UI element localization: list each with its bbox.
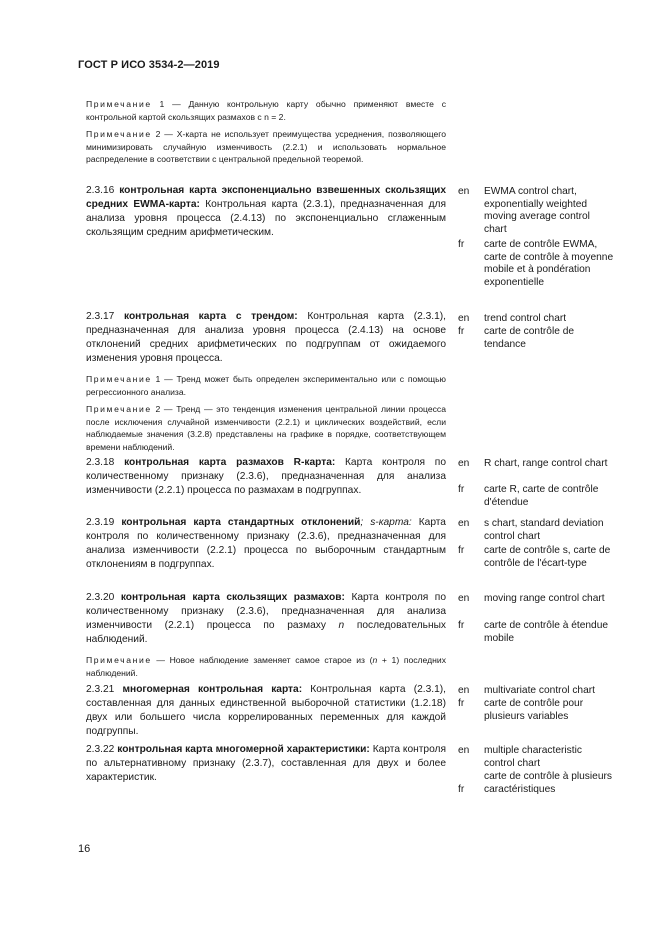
entry-definition: Карта контроля по количественному признаку (2.3.6), предназначенная для анализа изменчивости (2.2.1) процесса по размахам в подгруппах. (86, 457, 446, 496)
entry-definition: Контрольная карта (2.3.1), составленная для данных единственной выборочной статистики (1.2.18) двух или большего числа коррелированных переменных для каждой подгруппы. (86, 684, 446, 737)
entry-definition: Карта контроля по альтернативному признаку (2.3.7), составленная для двух и более характеристик. (86, 744, 446, 783)
equivalent-fr: carte R, carte de contrôle d'étendue (484, 484, 599, 508)
page-number: 16 (78, 843, 91, 855)
entry-number: 2.3.16 (86, 185, 115, 196)
entry-term: контрольная карта стандартных отклонений (121, 517, 361, 528)
equivalent-fr: carte de contrôle à plusieurs caractéristiques (484, 771, 612, 795)
equivalent-en: moving range control chart (484, 593, 605, 604)
entry-term-symbol: ; s-карта: (360, 517, 412, 528)
entry-term: контрольная карта скользящих размахов: (120, 592, 345, 603)
lang-code-en: en (458, 685, 470, 696)
entry-2-3-18 (86, 456, 446, 498)
lang-code-fr: fr (458, 239, 465, 250)
entry-term: контрольная карта экспоненциально взвешенных скользящих средних EWMA-карта: (86, 185, 446, 210)
equivalent-en: s chart, standard deviation control chart (484, 518, 604, 542)
equivalent-en: R chart, range control chart (484, 458, 608, 469)
entry-definition: Контрольная карта (2.3.1), предназначенная для анализа уровня процесса (2.4.13) на основе отклонений средних арифметических по подгруппам от ожидаемого изменения уровня процесса. (86, 311, 446, 364)
entry-notes (86, 373, 446, 453)
equivalent-fr: carte de contrôle pour plusieurs variables (484, 698, 584, 722)
note: Примечание — Новое наблюдение заменяет самое старое из (n + 1) последних наблюдений. (86, 655, 447, 678)
entry-number: 2.3.18 (86, 457, 115, 468)
lang-code-fr: fr (458, 545, 465, 556)
entry-definition: Карта контроля по количественному признаку (2.3.6), предназначенная для анализа изменчивости (2.2.1) процесса по размаху (86, 592, 446, 631)
entry-2-3-19 (86, 516, 446, 572)
variable-n: n (338, 620, 345, 631)
lang-code-en: en (458, 745, 470, 756)
equivalent-fr: carte de contrôle à étendue mobile (484, 620, 609, 644)
entry-2-3-17 (86, 310, 446, 458)
lang-code-fr: fr (458, 698, 465, 709)
note: Примечание 2 — Тренд — это тенденция изменения центральной линии процесса после исключения случайной изменчивости (2.2.1) и циклических воздействий, если наблюдаемые значения (3.2.8) представлены на графике в порядке, соответствующем времени наблюдений. (86, 404, 446, 452)
equivalent-en: EWMA control chart, exponentially weighted moving average control chart (484, 186, 590, 235)
entry-term: контрольная карта многомерной характеристики: (117, 744, 370, 755)
equivalent-en: multiple characteristic control chart (484, 745, 582, 769)
lang-code-fr: fr (458, 620, 465, 631)
equivalent-fr: carte de contrôle s, carte de contrôle de l'écart-type (484, 545, 611, 569)
lang-code-en: en (458, 186, 470, 197)
entry-number: 2.3.21 (86, 684, 115, 695)
entry-number: 2.3.22 (86, 744, 115, 755)
equivalent-en: multivariate control chart (484, 685, 595, 696)
lang-code-fr: fr (458, 326, 465, 337)
entry-number: 2.3.17 (86, 311, 115, 322)
equivalent-fr: carte de contrôle EWMA, carte de contrôle à moyenne mobile et à pondération exponentielle (484, 239, 614, 288)
entry-definition: Карта контроля по количественному признаку (2.3.6), предназначенная для анализа изменчивости (2.2.1) процесса по выборочным стандартным отклонениям в подгруппах. (86, 517, 446, 570)
equivalent-en: trend control chart (484, 313, 567, 324)
note: Примечание 1 — Тренд может быть определен экспериментально или с помощью регрессионного анализа. (86, 374, 446, 397)
document-header: ГОСТ Р ИСО 3534-2—2019 (78, 59, 220, 71)
note: Примечание 2 — X-карта не использует преимущества усреднения, позволяющего минимизировать случайную изменчивость (2.2.1) и использовать нормальное распределение в соответствии с центральной предельной теоремой. (86, 129, 446, 164)
entry-number: 2.3.19 (86, 517, 115, 528)
top-notes (86, 98, 446, 171)
entry-definition: Контрольная карта (2.3.1), предназначенная для анализа уровня процесса (2.4.13) по экспоненциально сглаженным скользящим средним арифметическим. (86, 199, 446, 238)
entry-term: контрольная карта размахов R-карта: (124, 457, 336, 468)
lang-code-en: en (458, 593, 470, 604)
entry-2-3-20 (86, 591, 446, 684)
entry-note (86, 654, 446, 679)
lang-code-fr: fr (458, 784, 465, 795)
entry-2-3-22 (86, 743, 446, 785)
entry-definition-end: последовательных наблюдений. (86, 620, 447, 645)
lang-code-fr: fr (458, 484, 465, 495)
entry-term: многомерная контрольная карта: (122, 684, 303, 695)
entry-number: 2.3.20 (86, 592, 115, 603)
lang-code-en: en (458, 313, 470, 324)
lang-code-en: en (458, 458, 470, 469)
entry-term: контрольная карта с трендом: (124, 311, 298, 322)
note: Примечание 1 — Данную контрольную карту обычно применяют вместе с контрольной картой скользящих размахов с n = 2. (86, 99, 446, 122)
entry-2-3-16 (86, 184, 446, 240)
entry-2-3-21 (86, 683, 446, 739)
equivalent-fr: carte de contrôle de tendance (484, 326, 575, 350)
lang-code-en: en (458, 518, 470, 529)
